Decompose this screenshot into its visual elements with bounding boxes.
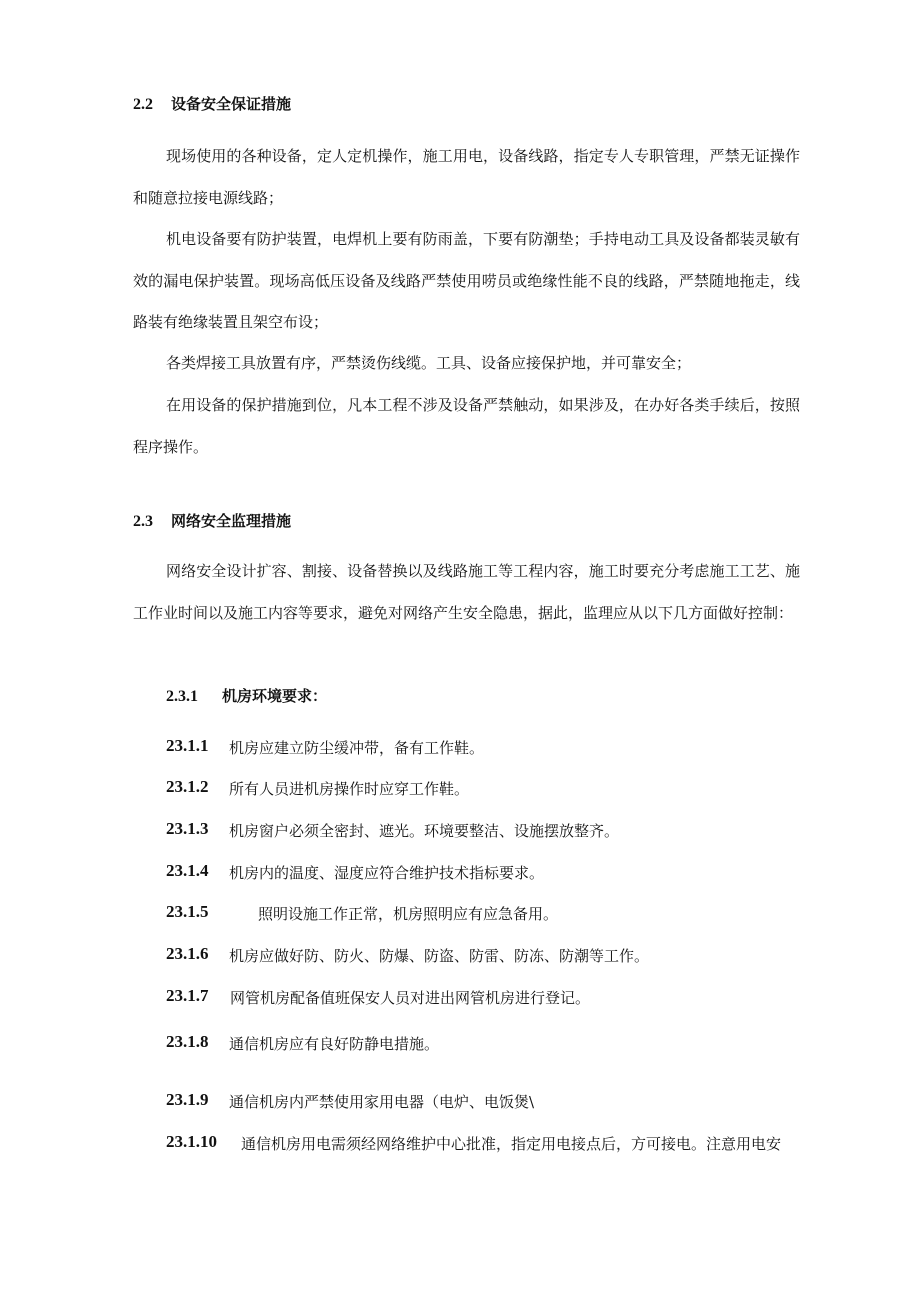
item-text: 机房内的温度、湿度应符合维护技术指标要求。 — [229, 864, 545, 882]
item-text: 机房应建立防尘缓冲带，备有工作鞋。 — [229, 739, 485, 757]
paragraph: 网络安全设计扩容、割接、设备替换以及线路施工等工程内容，施工时要充分考虑施工工艺、施工作业时间以及施工内容等要求，避免对网络产生安全隐患，据此，监理应从以下几方面做好控制： — [133, 562, 800, 622]
item-text: 机房窗户必须全密封、遮光。环境要整洁、设施摆放整齐。 — [229, 822, 620, 840]
item-text: 通信机房用电需须经网络维护中心批准，指定用电接点后，方可接电。注意用电安 — [241, 1135, 782, 1153]
item-text: 通信机房内严禁使用家用电器（电炉、电饭煲\ — [229, 1093, 535, 1111]
item-number: 23.1.2 — [166, 777, 209, 796]
item-text: 所有人员进机房操作时应穿工作鞋。 — [229, 780, 470, 798]
item-text: 照明设施工作正常，机房照明应有应急备用。 — [258, 905, 559, 923]
item-number: 23.1.9 — [166, 1090, 209, 1109]
item-number: 23.1.5 — [166, 902, 209, 921]
paragraph: 现场使用的各种设备，定人定机操作，施工用电，设备线路，指定专人专职管理，严禁无证操作和随意拉接电源线路； — [133, 147, 800, 207]
item-text: 通信机房应有良好防静电措施。 — [229, 1035, 440, 1053]
section-title: 设备安全保证措施 — [171, 95, 292, 113]
section-number: 2.3 — [133, 513, 153, 530]
paragraph: 各类焊接工具放置有序，严禁烫伤线缆。工具、设备应接保护地，并可靠安全； — [166, 354, 692, 372]
section-number: 2.2 — [133, 96, 153, 113]
subsection-number: 2.3.1 — [166, 688, 198, 705]
item-number: 23.1.8 — [166, 1032, 209, 1051]
item-number: 23.1.7 — [166, 986, 209, 1005]
item-number: 23.1.6 — [166, 944, 209, 963]
item-number: 23.1.4 — [166, 861, 209, 880]
item-number: 23.1.3 — [166, 819, 209, 838]
item-text: 机房应做好防、防火、防爆、防盗、防雷、防冻、防潮等工作。 — [229, 947, 650, 965]
paragraph: 在用设备的保护措施到位，凡本工程不涉及设备严禁触动，如果涉及，在办好各类手续后，按照程序操作。 — [133, 396, 800, 456]
subsection-title: 机房环境要求： — [222, 687, 328, 705]
subsection-2-3-1-heading — [166, 685, 920, 706]
item-number: 23.1.1 — [166, 736, 209, 755]
item-text: 网管机房配备值班保安人员对进出网管机房进行登记。 — [230, 989, 591, 1007]
section-2-3-heading — [133, 510, 920, 531]
section-2-2-heading — [133, 93, 920, 114]
item-number: 23.1.10 — [166, 1132, 217, 1151]
section-title: 网络安全监理措施 — [171, 512, 292, 530]
paragraph: 机电设备要有防护装置，电焊机上要有防雨盖，下要有防潮垫；手持电动工具及设备都装灵敏有效的漏电保护装置。现场高低压设备及线路严禁使用唠员或绝缘性能不良的线路，严禁随地拖走，线路装有绝缘装置且架空布设； — [133, 230, 800, 331]
